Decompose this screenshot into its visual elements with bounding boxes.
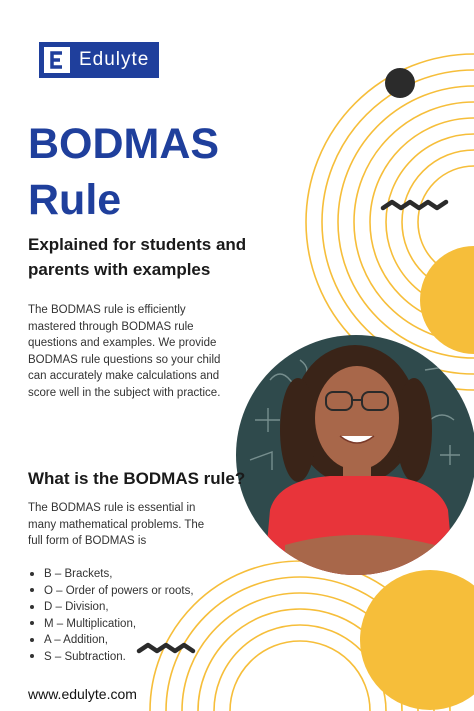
dark-dot [385,68,415,98]
list-item [30,616,194,633]
yellow-blob-bottom [360,570,474,710]
bullet-icon [30,621,34,625]
title-line-2: Rule [28,176,122,224]
list-item [30,649,194,666]
section-heading: What is the BODMAS rule? [28,469,246,488]
website-link[interactable]: www.edulyte.com [28,686,137,702]
page-title [28,116,219,228]
bullet-icon [30,605,34,609]
bullet-icon [30,638,34,642]
list-item [30,599,194,616]
bodmas-list [30,566,194,665]
list-item-text: M – Multiplication, [44,617,137,630]
list-item-text: S – Subtraction. [44,650,126,663]
list-item-text: O – Order of powers or roots, [44,584,194,597]
subtitle: Explained for students and parents with examples [28,235,247,279]
list-item-text: B – Brackets, [44,568,113,580]
list-item-text: A – Addition, [44,634,108,646]
list-item [30,632,194,649]
intro-paragraph: The BODMAS rule is efficiently mastered through BODMAS rule questions and examples. We provide BODMAS rule questions so your child can accurately make calculations and score well in the subject with practice. [28,304,221,399]
title-line-1: BODMAS [28,120,220,168]
bullet-icon [30,588,34,592]
list-item [30,566,194,583]
logo-text: Edulyte [79,49,150,70]
bullet-icon [30,572,34,576]
yellow-blob-top [420,246,474,354]
list-item-text: D – Division, [44,601,109,613]
student-photo [230,330,474,600]
zigzag-top [383,202,446,208]
section-paragraph: The BODMAS rule is essential in many mathematical problems. The full form of BODMAS is [28,502,205,547]
list-item [30,583,194,600]
edulyte-logo-icon [44,47,70,73]
bullet-icon [30,654,34,658]
edulyte-logo [39,42,159,78]
